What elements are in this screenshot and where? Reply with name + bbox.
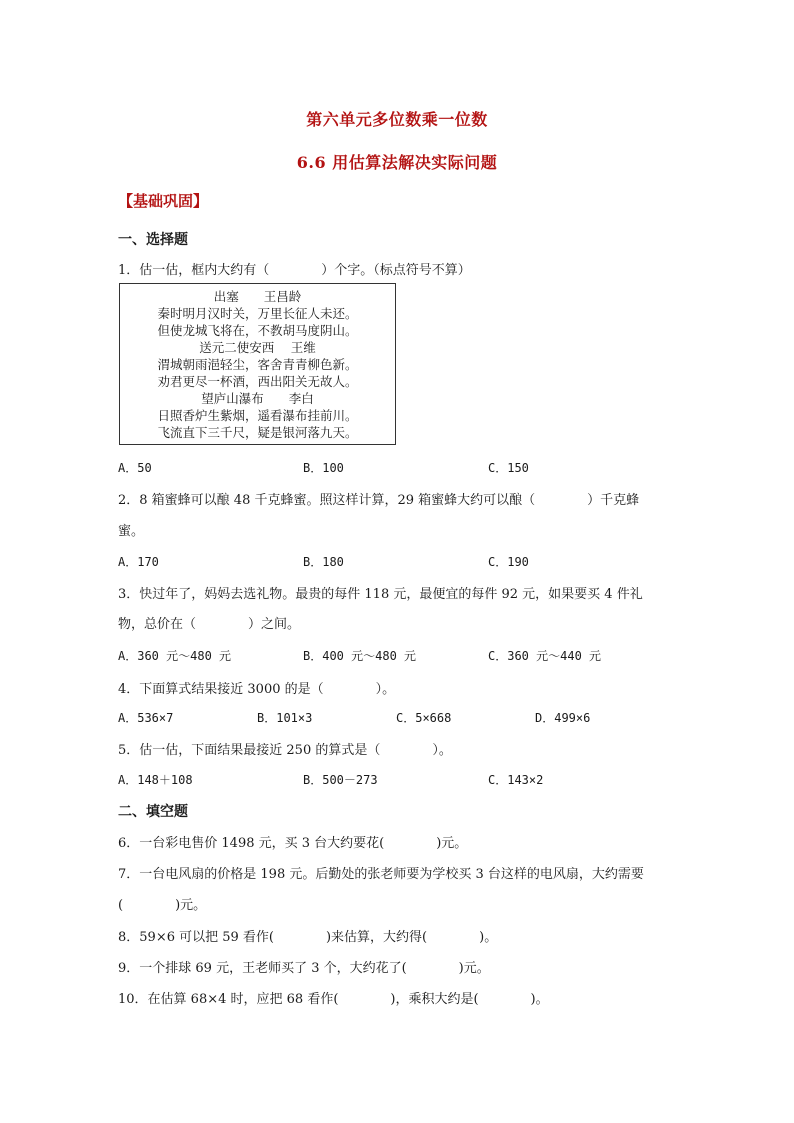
poem-line: 但使龙城飞将在，不教胡马度阴山。	[157, 323, 358, 338]
poem-line: 送元二使安西 王维	[199, 340, 316, 355]
q5-option-c[interactable]: C．143×2	[488, 773, 544, 787]
q2-option-c[interactable]: C．190	[488, 555, 529, 569]
question-8: 8．59×6 可以把 59 看作( )来估算，大约得( )。	[118, 930, 498, 945]
part2-heading: 二、填空题	[118, 804, 188, 820]
question-9: 9．一个排球 69 元，王老师买了 3 个，大约花了( )元。	[118, 961, 490, 976]
poem-line: 秦时明月汉时关，万里长征人未还。	[157, 306, 358, 321]
question-3: 3．快过年了，妈妈去选礼物。最贵的每件 118 元，最便宜的每件 92 元，如果要买 4 件礼	[118, 587, 643, 602]
q1-option-c[interactable]: C．150	[488, 461, 529, 475]
q1-option-b[interactable]: B．100	[303, 461, 344, 475]
q3-option-a[interactable]: A．360 元～480 元	[118, 649, 232, 663]
question-6: 6．一台彩电售价 1498 元，买 3 台大约要花( )元。	[118, 836, 468, 851]
poem-line: 飞流直下三千尺，疑是银河落九天。	[157, 425, 358, 440]
q4-option-d[interactable]: D．499×6	[535, 711, 591, 725]
question-2: 2．8 箱蜜蜂可以酿 48 千克蜂蜜。照这样计算，29 箱蜜蜂大约可以酿（ ）千克蜂	[118, 493, 640, 508]
q2-option-b[interactable]: B．180	[303, 555, 344, 569]
q2-option-a[interactable]: A．170	[118, 555, 159, 569]
section-tag: 【基础巩固】	[118, 192, 209, 210]
q5-option-a[interactable]: A．148＋108	[118, 773, 193, 787]
question-1: 1．估一估，框内大约有（ ）个字。（标点符号不算）	[118, 263, 471, 278]
question-4: 4．下面算式结果接近 3000 的是（ ）。	[118, 682, 396, 697]
question-3-cont: 物，总价在（ ）之间。	[118, 617, 301, 632]
q4-option-c[interactable]: C．5×668	[396, 711, 452, 725]
q3-option-c[interactable]: C．360 元～440 元	[488, 649, 602, 663]
question-5: 5．估一估，下面结果最接近 250 的算式是（ ）。	[118, 743, 452, 758]
lesson-title: 6.6 用估算法解决实际问题	[296, 153, 498, 172]
q1-option-a[interactable]: A．50	[118, 461, 152, 475]
poem-line: 望庐山瀑布 李白	[201, 391, 314, 406]
question-7: 7．一台电风扇的价格是 198 元。后勤处的张老师要为学校买 3 台这样的电风扇，大约需要	[118, 867, 644, 882]
poem-line: 出塞 王昌龄	[213, 289, 302, 304]
poem-line: 渭城朝雨浥轻尘，客舍青青柳色新。	[157, 357, 358, 372]
q5-option-b[interactable]: B．500－273	[303, 773, 378, 787]
q4-option-b[interactable]: B．101×3	[257, 711, 313, 725]
poem-line: 日照香炉生紫烟，遥看瀑布挂前川。	[157, 408, 358, 423]
question-2-cont: 蜜。	[118, 524, 145, 539]
question-10: 10．在估算 68×4 时，应把 68 看作( )，乘积大约是( )。	[118, 992, 549, 1007]
poem-line: 劝君更尽一杯酒，西出阳关无故人。	[157, 374, 358, 389]
q3-option-b[interactable]: B．400 元～480 元	[303, 649, 417, 663]
question-7-cont: ( )元。	[118, 898, 207, 913]
q4-option-a[interactable]: A．536×7	[118, 711, 174, 725]
part1-heading: 一、选择题	[118, 232, 188, 248]
poem-box	[119, 283, 396, 445]
unit-title: 第六单元多位数乘一位数	[306, 110, 488, 129]
